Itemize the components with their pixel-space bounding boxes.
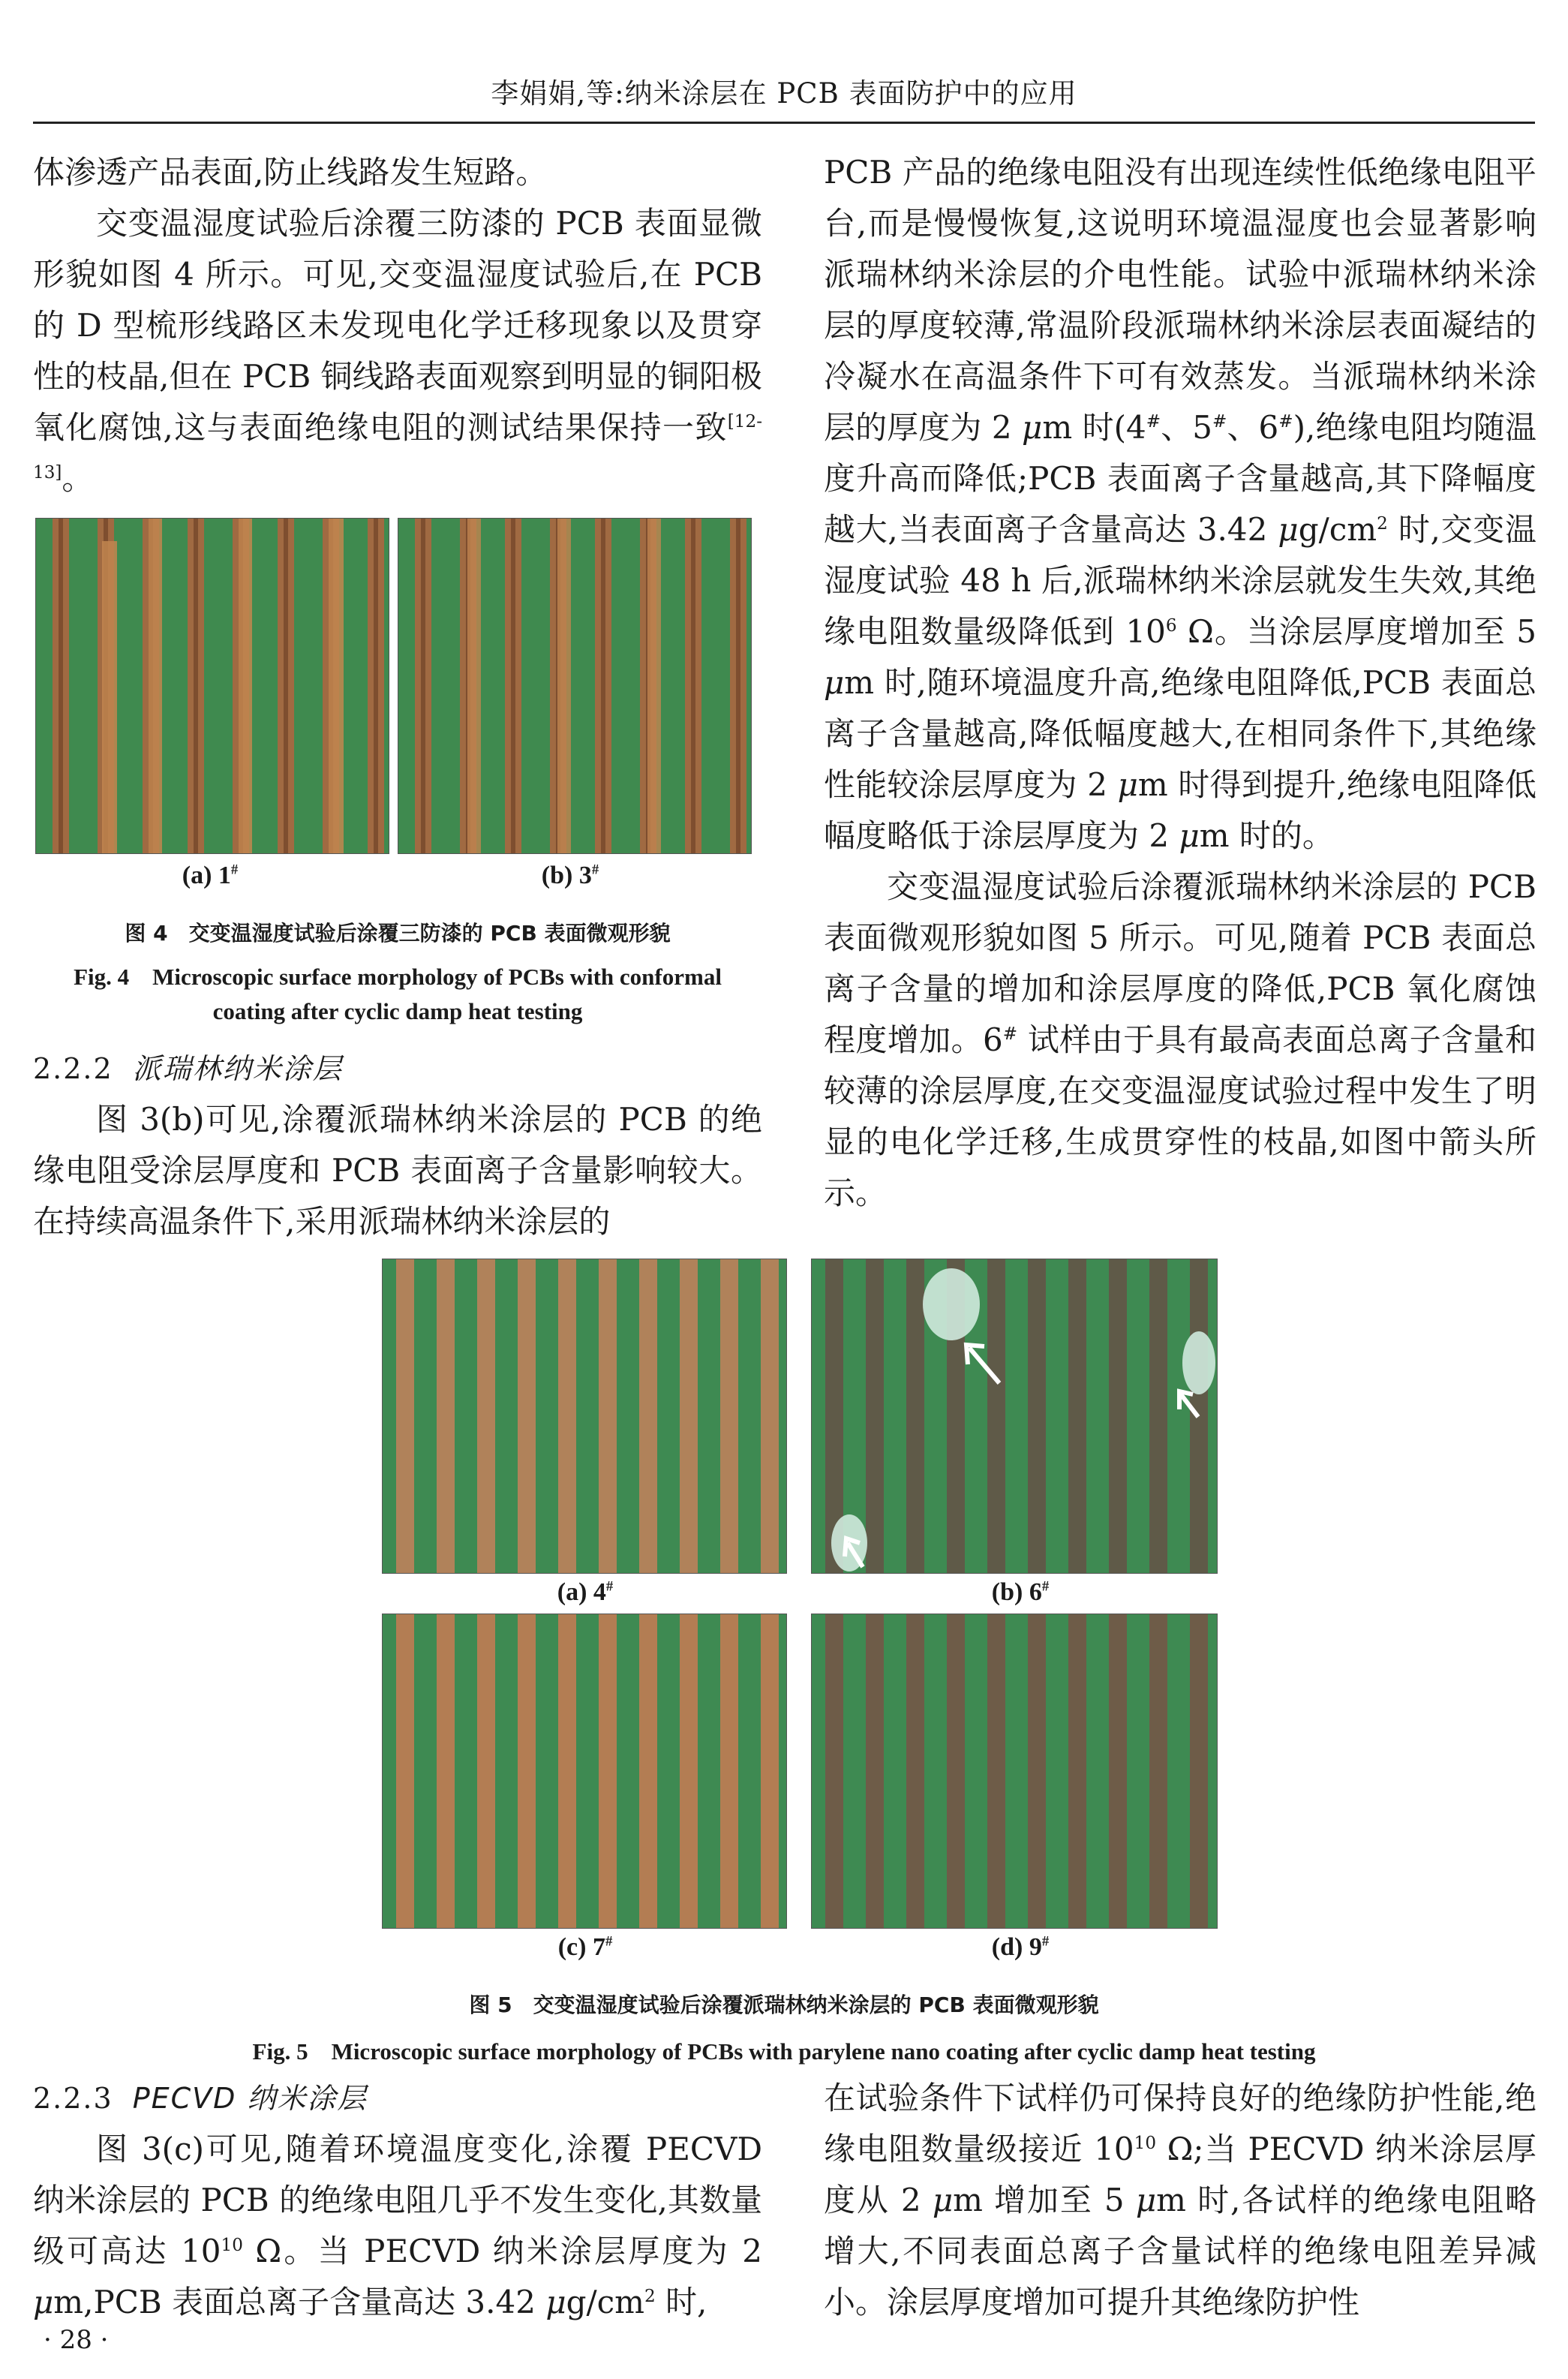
fig4-photo-a bbox=[35, 518, 389, 854]
section-heading-2-2-2: 2.2.2 派瑞林纳米涂层 bbox=[33, 1052, 343, 1085]
citation-ref[interactable]: [12-13] bbox=[33, 412, 762, 483]
bottom-left-paragraph: 图 3(c)可见,随着环境温度变化,涂覆 PECVD 纳米涂层的 PCB 的绝缘电阻几乎不发生变化,其数量级可高达 $10^{10}$ Ω。当 PECVD 纳米涂层厚度为 2 μm,PCB 表面总离子含量高达 3.42 $\mu g/cm^2$ 时, bbox=[33, 2131, 762, 2320]
fig5-photo-a bbox=[382, 1259, 787, 1574]
fig4-image-a bbox=[36, 519, 389, 853]
right-paragraph-2: 交变温湿度试验后涂覆派瑞林纳米涂层的 PCB 表面微观形貌如图 5 所示。可见,随着 PCB 表面总离子含量的增加和涂层厚度的降低,PCB 氧化腐蚀程度增加。6# 试样由于具有最高表面总离子含量和较薄的涂层厚度,在交变温湿度试验过程中发生了明显的电化学迁移,生成贯穿性的枝晶,如图中箭头所示。 bbox=[824, 868, 1536, 1211]
fig5-label-d: (d) 9# bbox=[991, 1933, 1050, 1961]
fig4-photo-b bbox=[398, 518, 752, 854]
left-paragraph-1: 交变温湿度试验后涂覆三防漆的 PCB 表面显微形貌如图 4 所示。可见,交变温湿度试验后,在 PCB 的 D 型梳形线路区未发现电化学迁移现象以及贯穿性的枝晶,但在 PCB 铜线路表面观察到明显的铜阳极氧化腐蚀,这与表面绝缘电阻的测试结果保持一致[12-13]。 bbox=[33, 205, 762, 497]
fig4-label-a: (a) 1# bbox=[182, 862, 239, 889]
fig4-caption-en-2: coating after cyclic damp heat testing bbox=[212, 998, 583, 1024]
running-header: 李娟娟,等:纳米涂层在 PCB 表面防护中的应用 bbox=[491, 77, 1077, 110]
left-column bbox=[33, 147, 762, 504]
left-column-2 bbox=[33, 1043, 762, 1247]
right-column bbox=[824, 147, 1536, 1219]
left-paragraph-0: 体渗透产品表面,防止线路发生短路。 bbox=[33, 154, 548, 191]
fig5-image-a bbox=[383, 1259, 786, 1573]
fig4-image-b bbox=[398, 519, 751, 853]
bottom-right-column bbox=[824, 2073, 1536, 2328]
fig5-image-c bbox=[383, 1614, 786, 1928]
fig5-caption-en: Fig. 5 Microscopic surface morphology of PCBs with parylene nano coating after cyclic damp heat testing bbox=[252, 2038, 1316, 2065]
fig5-label-c: (c) 7# bbox=[557, 1933, 613, 1961]
left-paragraph-2: 图 3(b)可见,涂覆派瑞林纳米涂层的 PCB 的绝缘电阻受涂层厚度和 PCB 表面离子含量影响较大。在持续高温条件下,采用派瑞林纳米涂层的 bbox=[33, 1101, 762, 1240]
fig5-image-d bbox=[812, 1614, 1217, 1928]
fig4-caption-en-1: Fig. 4 Microscopic surface morphology of PCBs with conformal bbox=[74, 964, 722, 990]
bottom-left-column bbox=[33, 2073, 762, 2328]
fig4-caption-zh: 图 4 交变温湿度试验后涂覆三防漆的 PCB 表面微观形貌 bbox=[125, 921, 671, 946]
fig5-label-a: (a) 4# bbox=[557, 1578, 614, 1606]
fig4-label-b: (b) 3# bbox=[541, 862, 599, 889]
page-number: · 28 · bbox=[44, 2325, 109, 2355]
bottom-right-paragraph: 在试验条件下试样仍可保持良好的绝缘防护性能,绝缘电阻数量级接近 $10^{10}$ Ω;当 PECVD 纳米涂层厚度从 2 μm 增加至 5 μm 时,各试样的绝缘电阻略增大,不同表面总离子含量试样的绝缘电阻差异减小。涂层厚度增加可提升其绝缘防护性 bbox=[824, 2080, 1536, 2320]
fig5-photo-b bbox=[811, 1259, 1218, 1574]
fig5-caption-zh: 图 5 交变温湿度试验后涂覆派瑞林纳米涂层的 PCB 表面微观形貌 bbox=[469, 1993, 1099, 2017]
fig5-photo-d bbox=[811, 1614, 1218, 1929]
fig5-label-b: (b) 6# bbox=[991, 1578, 1050, 1606]
fig5-photo-c bbox=[382, 1614, 787, 1929]
header-rule bbox=[33, 122, 1535, 124]
right-paragraph-1: PCB 产品的绝缘电阻没有出现连续性低绝缘电阻平台,而是慢慢恢复,这说明环境温湿度也会显著影响派瑞林纳米涂层的介电性能。试验中派瑞林纳米涂层的厚度较薄,常温阶段派瑞林纳米涂层表面凝结的冷凝水在高温条件下可有效蒸发。当派瑞林纳米涂层的厚度为 2 μm 时(4#、5#、6#),绝缘电阻均随温度升高而降低;PCB 表面离子含量越高,其下降幅度越大,当表面离子含量高达 3.42 $\mu g/cm^2$ 时,交变温湿度试验 48 h 后,派瑞林纳米涂层就发生失效,其绝缘电阻数量级降低到 $10^6$ Ω。当涂层厚度增加至 5 μm 时,随环境温度升高,绝缘电阻降低,PCB 表面总离子含量越高,降低幅度越大,在相同条件下,其绝缘性能较涂层厚度为 2 μm 时得到提升,绝缘电阻降低幅度略低于涂层厚度为 2 μm 时的。 bbox=[824, 154, 1537, 854]
fig5-image-b bbox=[812, 1259, 1217, 1573]
section-heading-2-2-3: 2.2.3 PECVD 纳米涂层 bbox=[33, 2082, 368, 2115]
